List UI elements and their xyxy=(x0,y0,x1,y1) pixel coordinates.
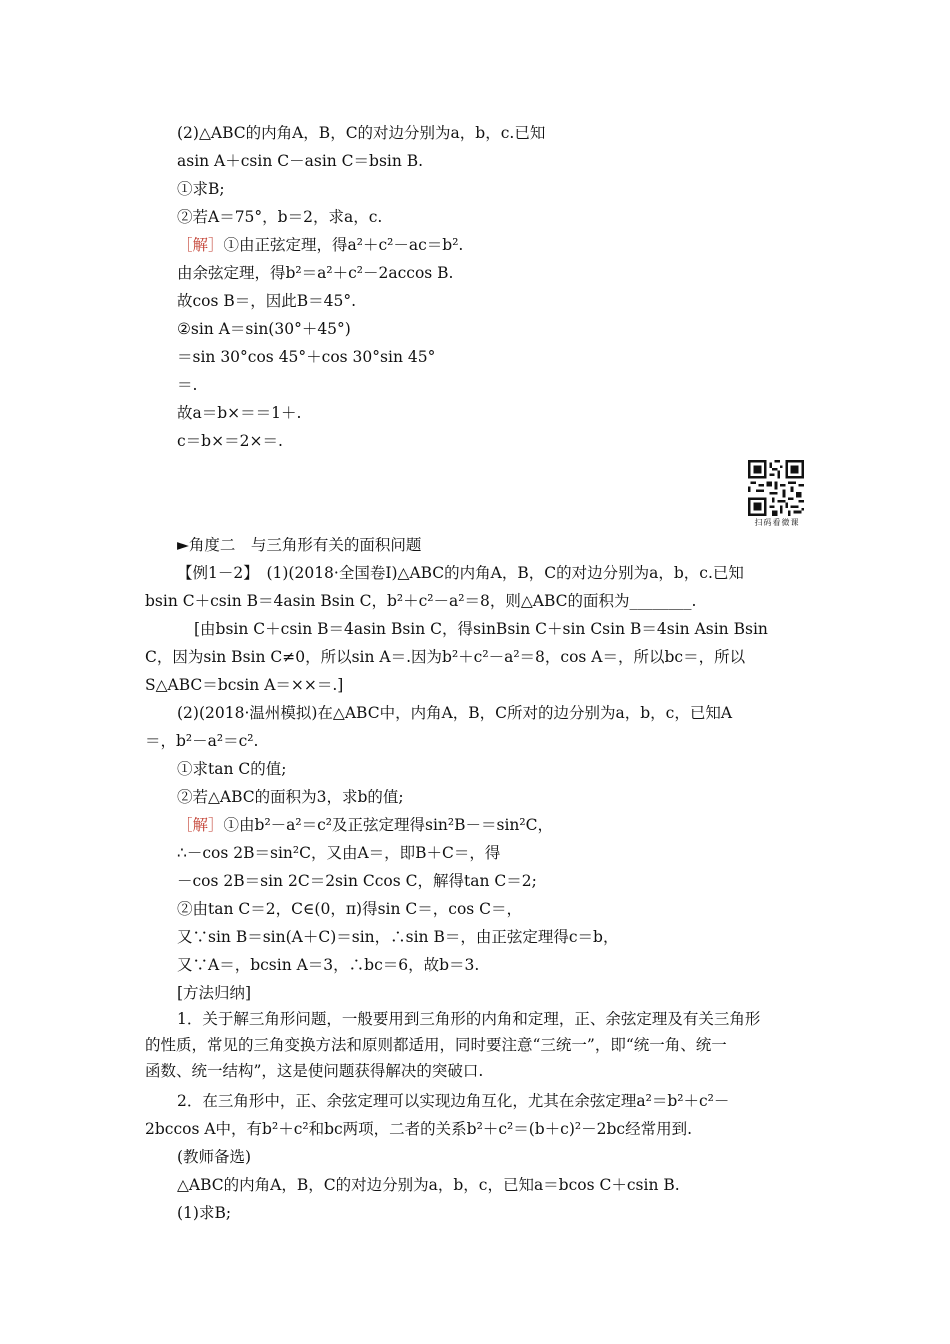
solution-line xyxy=(177,235,463,255)
question-1: (1)求B; xyxy=(177,1204,232,1222)
solution-line: ∴－cos 2B＝sin²C，又由A＝，即B＋C＝，得 xyxy=(177,844,501,862)
method-point: 2bccos A中，有b²＋c²和bc两项，二者的关系b²＋c²＝(b＋c)²－2bc经常用到. xyxy=(145,1120,693,1138)
question-1: ①求tan C的值; xyxy=(177,760,287,778)
solution-line: c＝b×＝2×＝. xyxy=(177,432,283,450)
example-line: bsin C＋csin B＝4asin Bsin C，b²＋c²－a²＝8，则△ABC的面积为________. xyxy=(145,592,697,610)
qr-code xyxy=(748,460,804,516)
method-point: 的性质，常见的三角变换方法和原则都适用，同时要注意“三统一”，即“统一角、统一 xyxy=(145,1036,727,1054)
solution-line: 故a＝b×＝＝1＋. xyxy=(177,404,302,422)
example-title: 【例1－2】 (1)(2018·全国卷Ⅰ)△ABC的内角A，B，C的对边分别为a，b，c.已知 xyxy=(177,564,744,582)
question-2: ②若A＝75°，b＝2，求a，c. xyxy=(177,208,383,226)
solution-line: ②sin A＝sin(30°＋45°) xyxy=(177,320,351,338)
solution-line: 故cos B＝，因此B＝45°. xyxy=(177,292,357,310)
method-point: 函数、统一结构”，这是使问题获得解决的突破口. xyxy=(145,1062,484,1080)
question-2: ②若△ABC的面积为3，求b的值; xyxy=(177,788,404,806)
solution-line: ②由tan C＝2，C∈(0，π)得sin C＝，cos C＝， xyxy=(177,900,523,918)
problem-statement: △ABC的内角A，B，C的对边分别为a，b，c，已知a＝bcos C＋csin B. xyxy=(177,1176,680,1194)
answer-line: S△ABC＝bcsin A＝××＝.] xyxy=(145,676,344,694)
solution-line: 又∵sin B＝sin(A＋C)＝sin，∴sin B＝，由正弦定理得c＝b， xyxy=(177,928,619,946)
given-equation: asin A＋csin C－asin C＝bsin B. xyxy=(177,152,424,170)
example-line: ＝，b²－a²＝c². xyxy=(145,732,259,750)
example-line: (2)(2018·温州模拟)在△ABC中，内角A，B，C所对的边分别为a，b，c，已知A xyxy=(177,704,733,722)
answer-line: [由bsin C＋csin B＝4asin Bsin C，得sinBsin C＋sin Csin B＝4sin Asin Bsin xyxy=(194,620,768,638)
method-point: 1．关于解三角形问题，一般要用到三角形的内角和定理，正、余弦定理及有关三角形 xyxy=(177,1010,761,1028)
answer-line: C，因为sin Bsin C≠0，所以sin A＝.因为b²＋c²－a²＝8，cos A＝，所以bc＝，所以 xyxy=(145,648,746,666)
solution-line: －cos 2B＝sin 2C＝2sin Ccos C，解得tan C＝2; xyxy=(177,872,537,890)
question-1: ①求B; xyxy=(177,180,225,198)
solution-line: 由余弦定理，得b²＝a²＋c²－2accos B. xyxy=(177,264,454,282)
solution-text: ①由b²－a²＝c²及正弦定理得sin²B－＝sin²C， xyxy=(223,816,553,834)
solution-text: ①由正弦定理，得a²＋c²－ac＝b². xyxy=(223,236,464,254)
teacher-note: (教师备选) xyxy=(177,1148,252,1166)
section-heading: ►角度二 与三角形有关的面积问题 xyxy=(177,536,422,554)
solution-line: ＝. xyxy=(177,376,198,394)
qr-caption: 扫码看微课 xyxy=(754,518,800,527)
solution-tag: ［解］ xyxy=(177,236,224,254)
solution-line xyxy=(177,815,553,835)
method-point: 2．在三角形中，正、余弦定理可以实现边角互化，尤其在余弦定理a²＝b²＋c²－ xyxy=(177,1092,730,1110)
solution-tag: ［解］ xyxy=(177,816,224,834)
solution-line: ＝sin 30°cos 45°＋cos 30°sin 45° xyxy=(177,348,436,366)
method-heading: [方法归纳] xyxy=(177,984,252,1002)
solution-line: 又∵A＝，bcsin A＝3，∴bc＝6，故b＝3. xyxy=(177,956,480,974)
problem-intro: (2)△ABC的内角A，B，C的对边分别为a，b，c.已知 xyxy=(177,124,546,142)
